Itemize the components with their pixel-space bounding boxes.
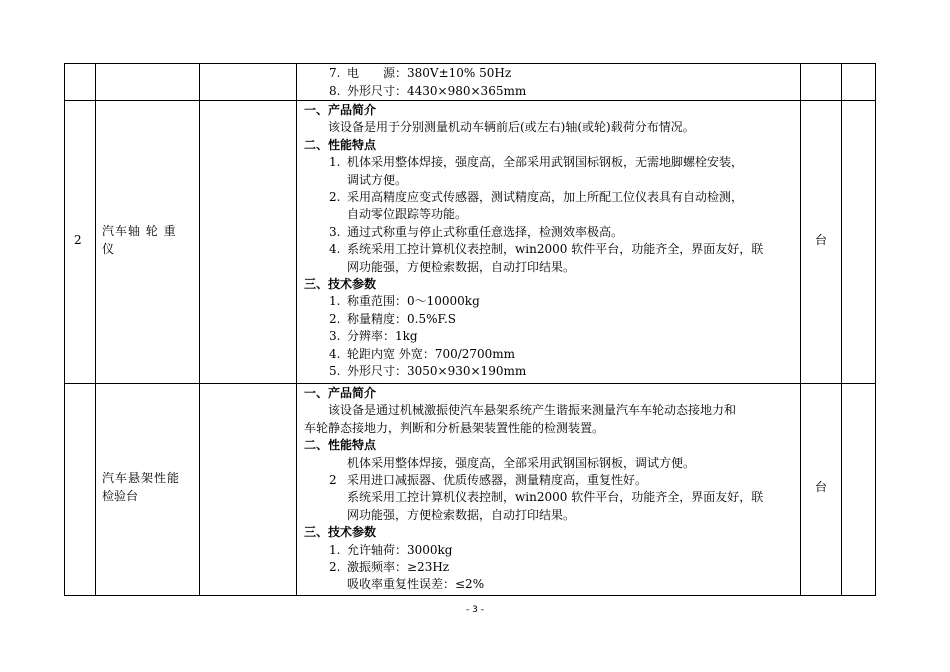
list-item: 系统采用工控计算机仪表控制，win2000 软件平台，功能齐全，界面友好，联 <box>347 490 764 505</box>
col-divider-qty <box>296 63 297 596</box>
list-item: 3. 分辨率：1kg <box>329 329 418 344</box>
spec-table <box>64 63 876 596</box>
col-divider-unit <box>841 63 842 596</box>
list-item: 3. 通过式称重与停止式称重任意选择，检测效率极高。 <box>329 224 624 239</box>
list-item: 吸收率重复性误差：≤2% <box>347 577 485 592</box>
list-item: 自动零位跟踪等功能。 <box>347 207 468 222</box>
list-item: 2. 激振频率：≥23Hz <box>329 560 450 574</box>
list-item: 该设备是用于分别测量机动车辆前后(或左右)轴(或轮)载荷分布情况。 <box>328 120 695 135</box>
row-divider-2 <box>64 383 876 384</box>
list-item: 1. 允许轴荷：3000kg <box>329 542 453 557</box>
list-item: 4. 轮距内宽 外宽：700/2700mm <box>329 346 516 361</box>
col-divider-name <box>199 63 200 596</box>
list-item: 网功能强，方便检索数据，自动打印结果。 <box>347 259 576 274</box>
row-1-unit: 台 <box>814 233 827 247</box>
list-item: 该设备是通过机械激振使汽车悬架系统产生谐振来测量汽车车轮动态接地力和 <box>328 403 737 418</box>
list-item: 8. 外形尺寸：4430×980×365mm <box>329 84 527 98</box>
table-border-right <box>875 63 876 596</box>
list-item: 7. 电 源：380V±10% 50Hz <box>329 66 512 80</box>
section-heading: 三、技术参数 <box>304 525 377 540</box>
page-number: - 3 - <box>466 605 484 615</box>
table-border-bottom <box>64 595 876 596</box>
list-item: 1. 机体采用整体焊接，强度高，全部采用武钢国标钢板，无需地脚螺栓安装， <box>329 155 744 170</box>
section-heading: 一、产品简介 <box>304 386 377 400</box>
list-item: 网功能强，方便检索数据，自动打印结果。 <box>347 507 576 522</box>
list-item: 调试方便。 <box>347 172 408 187</box>
table-border-left <box>64 63 65 596</box>
row-divider-1 <box>64 100 876 101</box>
list-item: 4. 系统采用工控计算机仪表控制，win2000 软件平台，功能齐全，界面友好，联 <box>329 242 764 257</box>
list-item: 机体采用整体焊接，强度高，全部采用武钢国标钢板，调试方便。 <box>347 455 696 470</box>
row-1-name: 汽车轴 轮 重 仪 <box>102 224 177 256</box>
row-1-index: 2 <box>74 233 82 247</box>
list-item: 1. 称重范围：0～10000kg <box>329 294 480 309</box>
section-heading: 二、性能特点 <box>304 137 377 152</box>
list-item: 车轮静态接地力，判断和分析悬架装置性能的检测装置。 <box>304 420 605 435</box>
list-item: 2. 称量精度：0.5%F.S <box>329 311 456 326</box>
col-divider-index <box>95 63 96 596</box>
section-heading: 二、性能特点 <box>304 438 377 453</box>
list-item: 2. 采用高精度应变式传感器，测试精度高，加上所配工位仪表具有自动检测， <box>329 190 744 204</box>
row-2-unit: 台 <box>814 480 827 494</box>
list-item: 2 采用进口减振器、优质传感器，测量精度高，重复性好。 <box>329 473 648 487</box>
row-2-name: 汽车悬架性能 检验台 <box>102 471 181 503</box>
section-heading: 三、技术参数 <box>304 277 377 291</box>
list-item: 5. 外形尺寸：3050×930×190mm <box>329 364 527 378</box>
col-divider-content <box>800 63 801 596</box>
section-heading: 一、产品简介 <box>304 103 377 117</box>
